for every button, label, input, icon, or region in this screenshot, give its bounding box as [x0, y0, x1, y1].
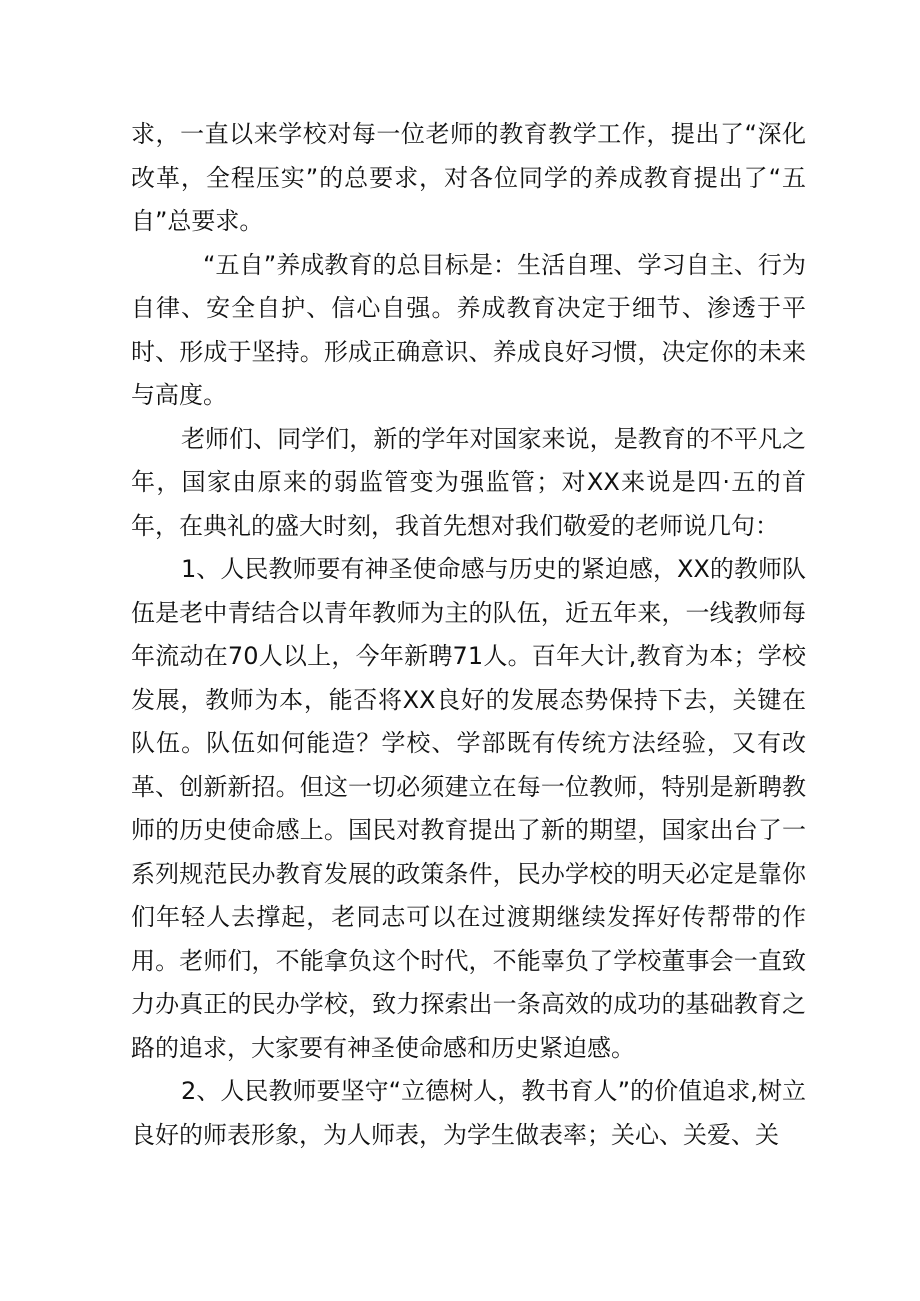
paragraph-point-2: 2、人民教师要坚守“立德树人，教书育人”的价值追求,树立良好的师表形象，为人师表，为学生做表率；关心、关爱、关 [131, 1077, 806, 1149]
paragraph-new-school-year: 老师们、同学们，新的学年对国家来说，是教育的不平凡之年，国家由原来的弱监管变为强监管；对XX来说是四·五的首年，在典礼的盛大时刻，我首先想对我们敬爱的老师说几句： [131, 424, 806, 540]
body-text [131, 113, 806, 1157]
paragraph-point-1: 1、人民教师要有神圣使命感与历史的紧迫感，XX的教师队伍是老中青结合以青年教师为主的队伍，近五年来，一线教师每年流动在70人以上，今年新聘71人。百年大计,教育为本；学校发展，教师为本，能否将XX良好的发展态势保持下去，关键在队伍。队伍如何能造？学校、学部既有传统方法经验，又有改革、创新新招。但这一切必须建立在每一位教师，特别是新聘教师的历史使命感上。国民对教育提出了新的期望，国家出台了一系列规范民办教育发展的政策条件，民办学校的明天必定是靠你们年轻人去撑起，老同志可以在过渡期继续发挥好传帮带的作用。老师们，不能拿负这个时代，不能辜负了学校董事会一直致力办真正的民办学校，致力探索出一条高效的成功的基础教育之路的追求，大家要有神圣使命感和历史紧迫感。 [131, 555, 806, 1062]
paragraph-wuzi-goals: “五自”养成教育的总目标是：生活自理、学习自主、行为自律、安全自护、信心自强。养成教育决定于细节、渗透于平时、形成于坚持。形成正确意识、养成良好习惯，决定你的未来与高度。 [131, 250, 806, 409]
paragraph-continuation: 求，一直以来学校对每一位老师的教育教学工作，提出了“深化改革，全程压实”的总要求，对各位同学的养成教育提出了“五自”总要求。 [131, 120, 806, 235]
